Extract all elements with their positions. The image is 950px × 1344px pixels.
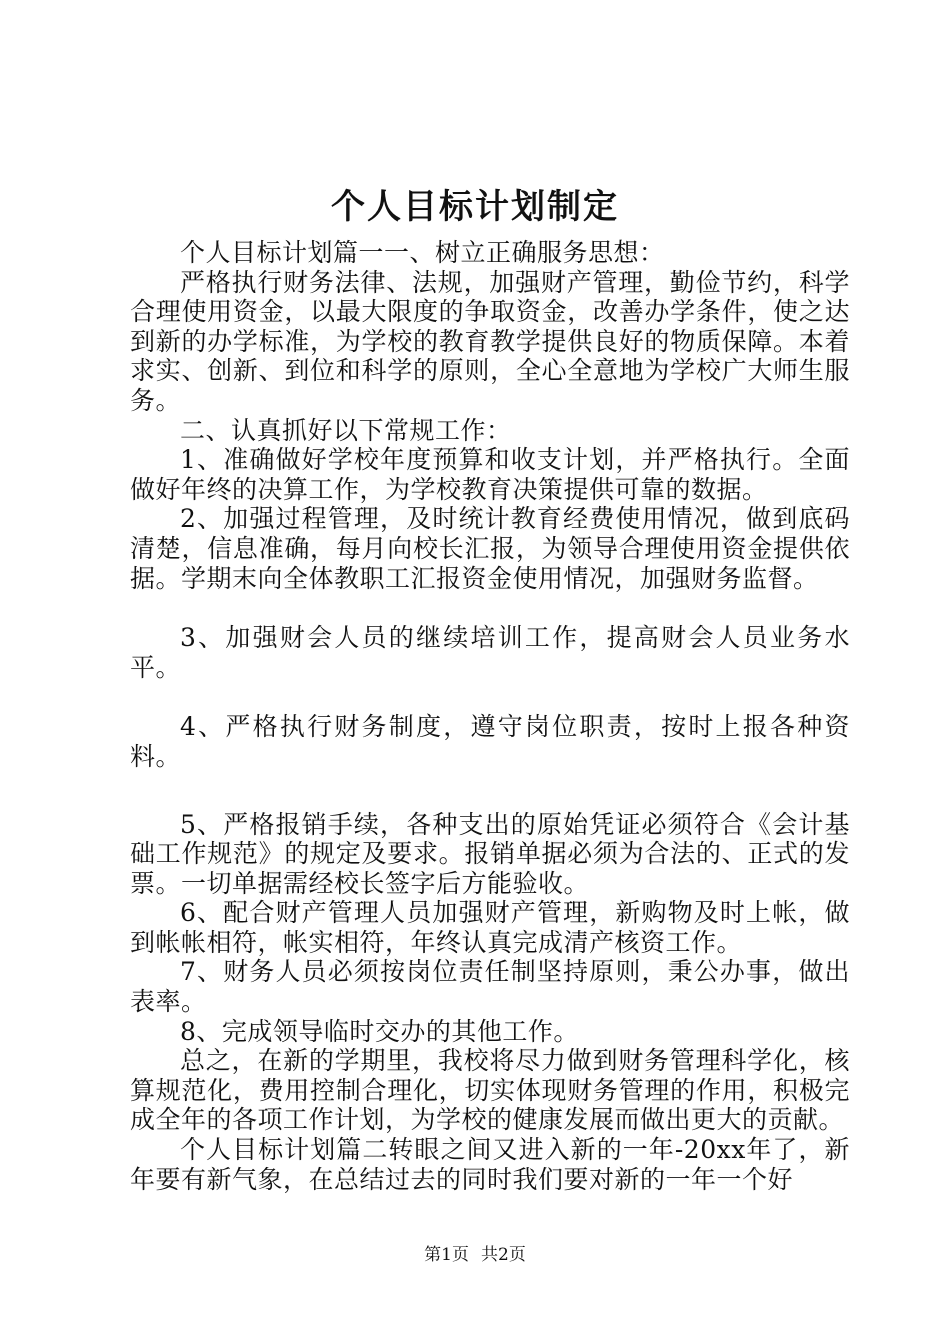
page-number-current: 第1页 [424,1245,469,1265]
paragraph-principles: 严格执行财务法律、法规，加强财产管理，勤俭节约，科学合理使用资金，以最大限度的争取资金，改善办学条件，使之达到新的办学标准，为学校的教育教学提供良好的物质保障。本着求实、创新、到位和科学的原则，全心全意地为学校广大师生服务。 [130,267,850,415]
paragraph-item-6: 6、配合财产管理人员加强财产管理，新购物及时上帐，做到帐帐相符，帐实相符，年终认真完成清产核资工作。 [130,898,850,957]
document-title: 个人目标计划制定 [331,187,619,227]
paragraph-item-4: 4、严格执行财务制度，遵守岗位职责，按时上报各种资料。 [130,712,850,771]
page-footer [0,1243,950,1267]
paragraph-item-8: 8、完成领导临时交办的其他工作。 [180,1016,579,1046]
paragraph-routine-heading: 二、认真抓好以下常规工作： [180,415,512,445]
paragraph-intro-heading: 个人目标计划篇一一、树立正确服务思想： [180,238,665,267]
page-number-total: 共2页 [481,1245,526,1265]
paragraph-item-7: 7、财务人员必须按岗位责任制坚持原则，秉公办事，做出表率。 [130,957,850,1017]
paragraph-summary: 总之，在新的学期里，我校将尽力做到财务管理科学化，核算规范化，费用控制合理化，切实体现财务管理的作用，积极完成全年的各项工作计划，为学校的健康发展而做出更大的贡献。 [130,1046,850,1135]
paragraph-item-2: 2、加强过程管理，及时统计教育经费使用情况，做到底码清楚，信息准确，每月向校长汇报，为领导合理使用资金提供依据。学期末向全体教职工汇报资金使用情况，加强财务监督。 [130,504,850,593]
paragraph-plan-two: 个人目标计划篇二转眼之间又进入新的一年-20xx年了，新年要有新气象，在总结过去的同时我们要对新的一年一个好 [130,1135,850,1194]
paragraph-item-5: 5、严格报销手续，各种支出的原始凭证必须符合《会计基础工作规范》的规定及要求。报销单据必须为合法的、正式的发票。一切单据需经校长签字后方能验收。 [130,809,850,898]
paragraph-item-1: 1、准确做好学校年度预算和收支计划，并严格执行。全面做好年终的决算工作，为学校教育决策提供可靠的数据。 [130,445,850,504]
paragraph-item-3: 3、加强财会人员的继续培训工作，提高财会人员业务水平。 [130,623,850,682]
document-body [130,238,850,1194]
